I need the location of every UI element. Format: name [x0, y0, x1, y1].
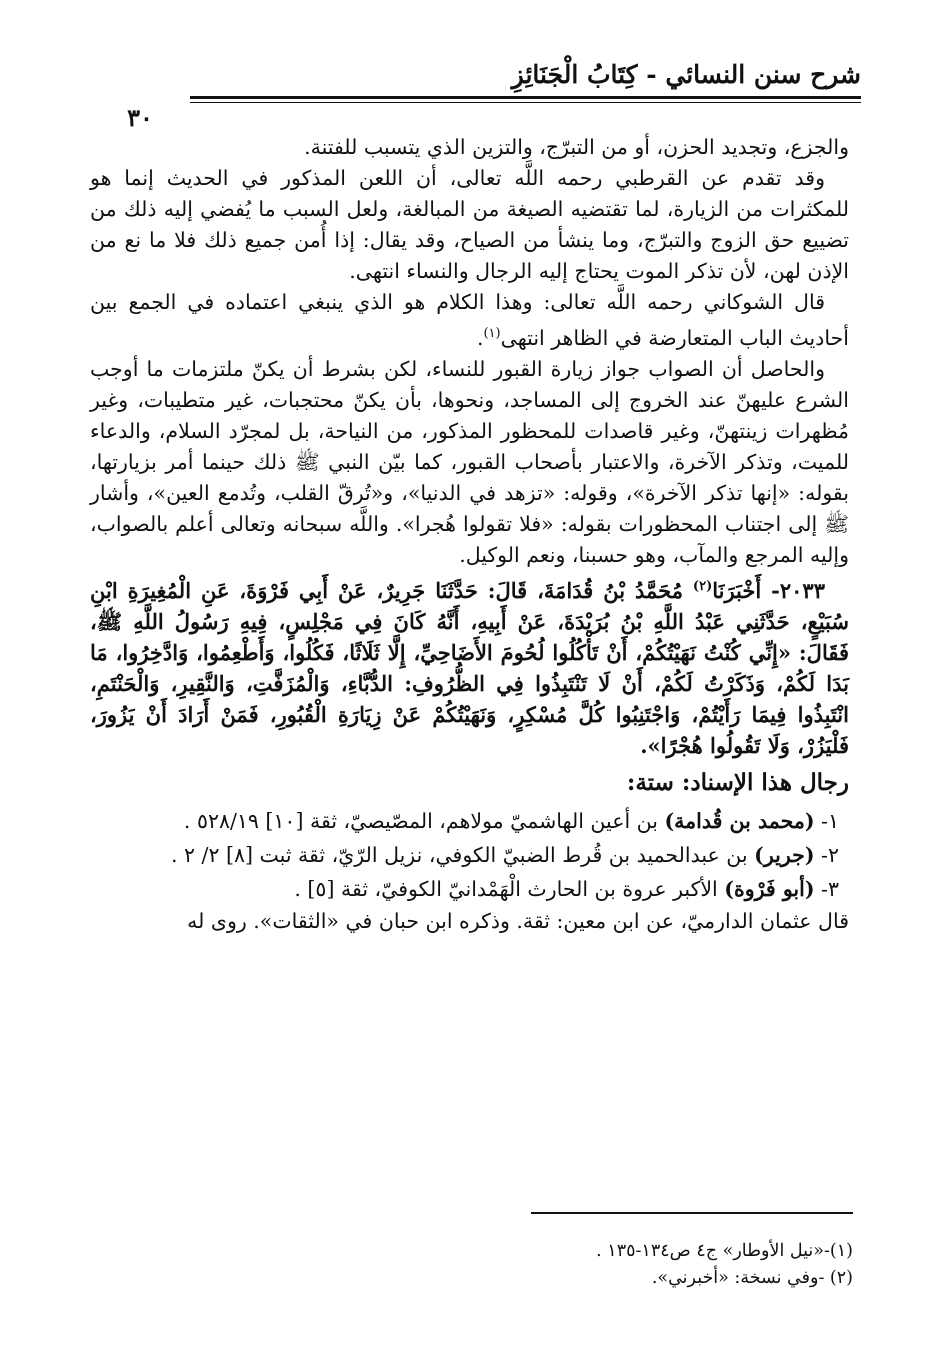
- paragraph-3: [90, 287, 849, 354]
- page-number: ٣٠: [90, 96, 190, 124]
- hadith-2033: [90, 571, 849, 761]
- running-title: شرح سنن النسائي - كِتَابُ الْجَنَائِزِ: [511, 60, 861, 89]
- paragraph-1: والجزع، وتجديد الحزن، أو من التبرّج، والتزين الذي يتسبب للفتنة.: [304, 135, 849, 159]
- narrator-name: (جرير): [754, 842, 815, 867]
- page-header: [90, 52, 861, 132]
- footnote-2: (٢) -وفي نسخة: «أخبرني».: [651, 1268, 853, 1288]
- paragraph-3-text: قال الشوكاني رحمه اللَّه تعالى: وهذا الكلام هو الذي ينبغي اعتماده في الجمع بين أحاديث الباب المتعارضة في الظاهر انتهى: [90, 290, 849, 350]
- narrator-3: [90, 872, 849, 906]
- narrator-1: [90, 804, 849, 838]
- narrator-name: (أبو فَرْوة): [724, 876, 815, 901]
- hadith-text: مُحَمَّدُ بْنُ قُدَامَةَ، قَالَ: حَدَّثَنَا جَرِيرٌ، عَنْ أَبِي فَرْوَةَ، عَنِ الْمُغِيرَةِ ابْنِ سُبَيْعٍ، حَدَّثَنِي عَبْدُ اللَّهِ بْنُ بُرَيْدَةَ، عَنْ أَبِيهِ، أَنَّهُ كَانَ فِي مَجْلِسٍ، فِيهِ رَسُولُ اللَّهِ ﷺ، فَقَالَ: «إِنِّي كُنْتُ نَهَيْتُكُمْ، أَنْ تَأْكُلُوا لُحُومَ الأَضَاحِيِّ، إِلَّا ثَلَاثًا، فَكُلُوا، وَأَطْعِمُوا، وَادَّخِرُوا، مَا بَدَا لَكُمْ، وَذَكَرْتُ لَكُمْ، أَنْ لَا تَنْتَبِذُوا فِي الظُّرُوفِ: الدُّبَّاءِ، وَالْمُزَفَّتِ، وَالنَّقِيرِ، وَالْحَنْتَمِ، انْتَبِذُوا فِيمَا رَأَيْتُمْ، وَاجْتَنِبُوا كُلَّ مُسْكِرٍ، وَنَهَيْتُكُمْ عَنْ زِيَارَةِ الْقُبُورِ، فَمَنْ أَرَادَ أَنْ يَزُورَ، فَلْيَزُرْ، وَلَا تَقُولُوا هُجْرًا».: [90, 577, 849, 758]
- narrator-detail: الأكبر عروة بن الحارث الْهَمْدانيّ الكوفيّ، ثقة [٥] .: [294, 876, 725, 901]
- footnotes: [90, 1238, 853, 1292]
- footnote-ref-2[interactable]: (٢): [692, 578, 713, 594]
- isnad-closing: قال عثمان الدارميّ، عن ابن معين: ثقة. وذكره ابن حبان في «الثقات». روى له: [187, 908, 849, 933]
- isnad-heading: رجال هذا الإسناد: ستة:: [626, 768, 849, 796]
- narrator-2: [90, 838, 849, 872]
- narrator-number: ٣-: [814, 876, 839, 901]
- narrator-detail: بن أعين الهاشميّ مولاهم، المصّيصيّ، ثقة [١٠] ٥٢٨/١٩ .: [183, 808, 665, 833]
- narrator-name: (محمد بن قُدامة): [664, 808, 815, 833]
- narrator-number: ٢-: [814, 842, 839, 867]
- paragraph-2: وقد تقدم عن القرطبي رحمه اللَّه تعالى، أن اللعن المذكور في الحديث إنما هو للمكثرات من الزيارة، لما تقتضيه الصيغة من المبالغة، ولعل السبب ما يُفضي إليه ذلك من تضييع حق الزوج والتبرّج، وما ينشأ من الصياح، وقد يقال: إذا أُمن جميع ذلك فلا ما نع من الإذن لهن، لأن تذكر الموت يحتاج إليه الرجال والنساء انتهى.: [90, 166, 849, 283]
- main-text: [90, 132, 849, 937]
- paragraph-3-end: .: [476, 325, 484, 350]
- footnote-separator: [531, 1212, 853, 1214]
- footnote-1: (١)-«نيل الأوطار» ج٤ ص١٣٤-١٣٥ .: [596, 1241, 853, 1261]
- paragraph-4: والحاصل أن الصواب جواز زيارة القبور للنساء، لكن بشرط أن يكنّ ملتزمات ما أوجب الشرع عليهنّ عند الخروج إلى المساجد، ونحوها، بأن يكنّ محتجبات، غير متطيبات، وغير مُظهرات زينتهنّ، وغير قاصدات للمحظور المذكور، من النياحة، بل لمجرّد السلام، والدعاء للميت، وتذكر الآخرة، والاعتبار بأصحاب القبور، كما بيّن النبي ﷺ ذلك حينما أمر بزيارتها، بقوله: «إنها تذكر الآخرة»، وقوله: «تزهد في الدنيا»، و«تُرقّ القلب، وتُدمع العين»، وأشار ﷺ إلى اجتناب المحظورات بقوله: «فلا تقولوا هُجرا». واللَّه سبحانه وتعالى أعلم بالصواب، وإليه المرجع والمآب، وهو حسبنا، ونعم الوكيل.: [90, 356, 849, 567]
- header-rule-thick: [90, 96, 861, 99]
- narrator-detail: بن عبدالحميد بن قُرط الضبيّ الكوفي، نزيل الرّيّ، ثقة ثبت [٨] ٢/ ٢ .: [170, 842, 755, 867]
- narrator-number: ١-: [814, 808, 839, 833]
- footnote-ref-1[interactable]: (١): [483, 326, 501, 341]
- hadith-start: ٢٠٣٣- أَخْبَرَنَا: [712, 577, 825, 603]
- header-rule-thin: [90, 102, 861, 103]
